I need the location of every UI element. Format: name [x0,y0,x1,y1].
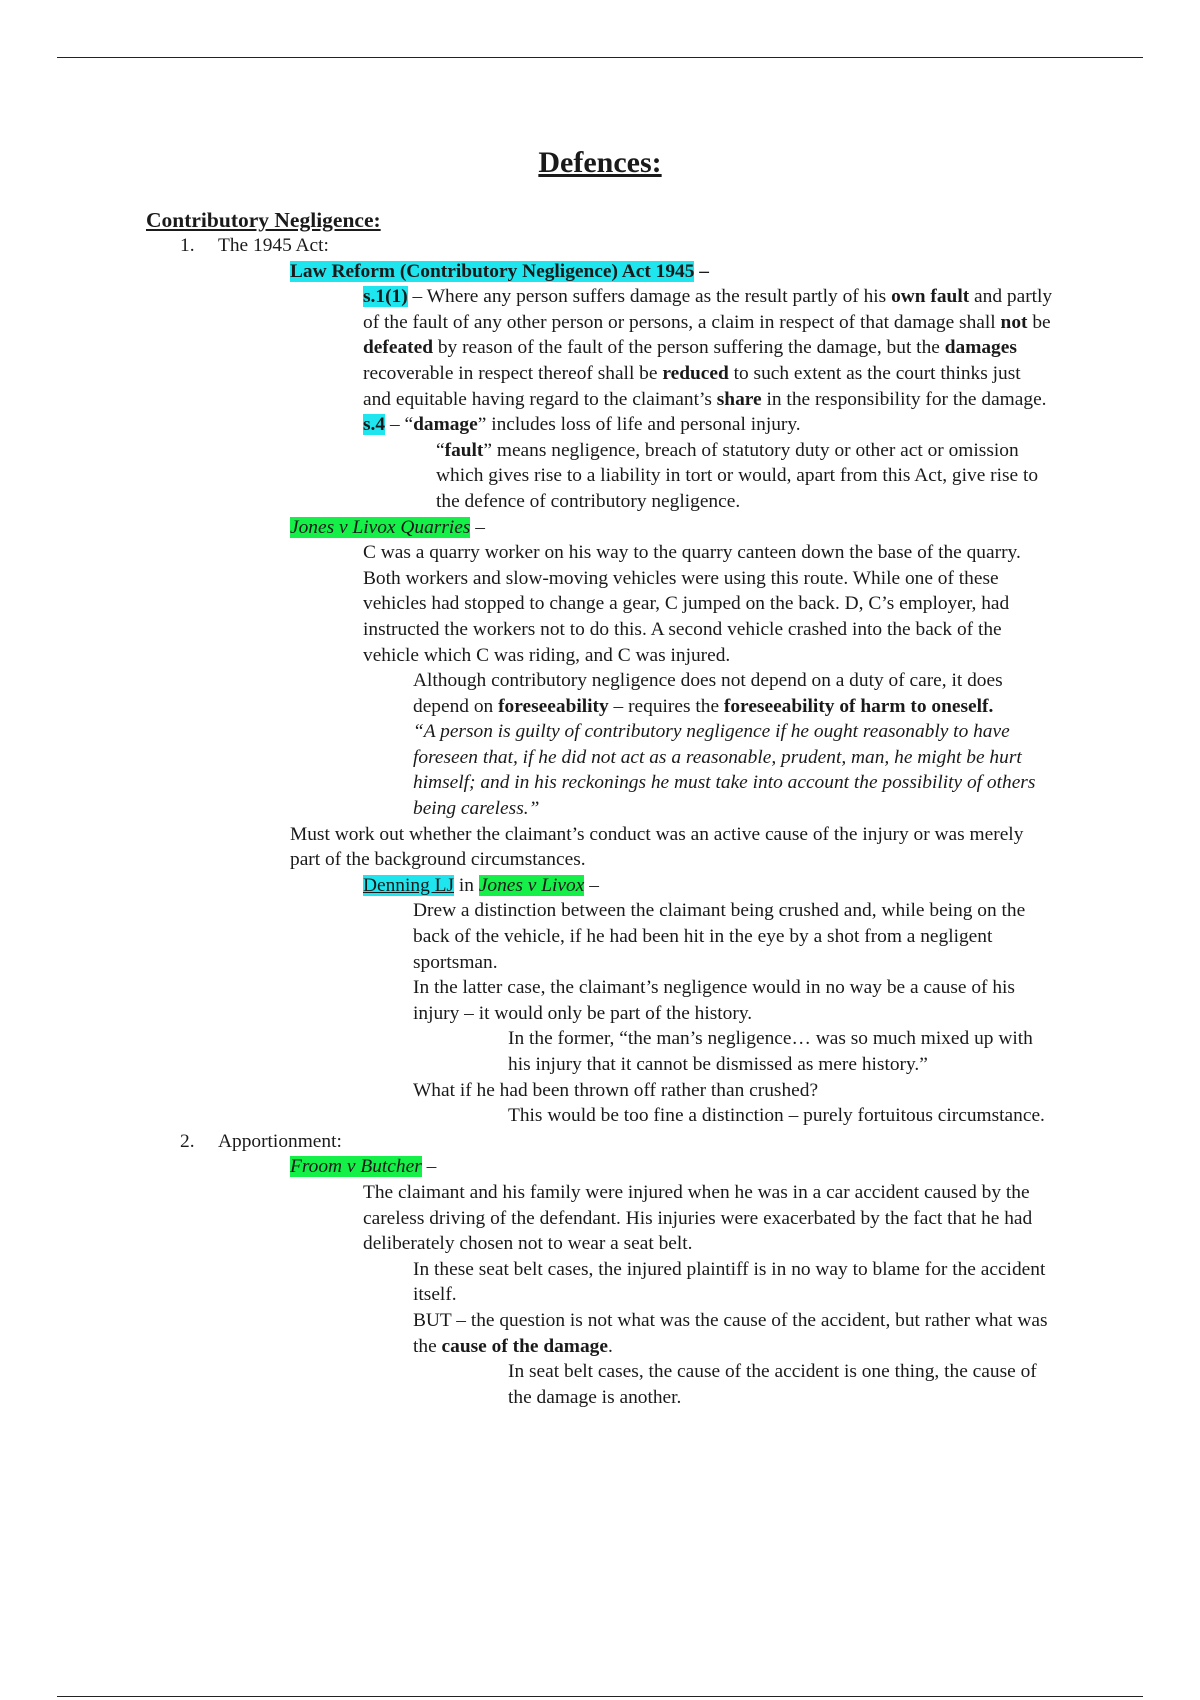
point-text: – requires the [608,695,724,717]
case-dash: – [421,1156,437,1178]
s1-text: recoverable in respect thereof shall be [363,362,663,384]
denning-distinction: Drew a distinction between the claimant being crushed and, while being on the back of the vehicle, if he had been hit in the eye by a shot from a negligent sportsman. [413,900,1026,973]
fault-text: ” means negligence, breach of statutory duty or other act or omission which gives rise to a liability in tort or would, apart from this Act, give rise to the defence of contributory negligence. [436,439,1039,512]
seatbelt-note-2 [0,1308,1053,1359]
case-quote: “A person is guilty of contributory negligence if he ought reasonably to have foreseen that, if he did not act as a reasonable, prudent, man, he might be hurt himself; and in his reckonings he must take into account the possibility of others being careless.” [413,721,1036,820]
fault-text: “ [436,439,445,461]
s1-text: and partly of the fault of any other person or persons, a claim in respect of that damage shall [363,286,1053,333]
case-heading-froom [0,1154,1200,1180]
list-number: 2. [180,1130,195,1152]
s4-text: ” includes loss of life and personal injury. [477,414,801,436]
case-dash: – [584,874,599,896]
s1-bold: share [716,388,762,410]
list-number: 1. [180,235,195,256]
foreseeability-point [0,668,1053,719]
note-text: BUT – the question is not what was the cause of the accident, but rather what was the [413,1309,1048,1357]
case-facts-froom: The claimant and his family were injured when he was in a car accident caused by the careless driving of the defendant. His injuries were exacerbated by the fact that he had deliberately chosen not to wear a seat belt. [363,1181,1033,1255]
section-4 [0,412,1053,438]
page-title: Defences: [538,146,662,179]
case-name: Jones v Livox [478,874,585,896]
point-text: Although contributory negligence does not depend on a duty of care, it does depend on [413,670,1003,717]
s1-label: s.1(1) [363,286,408,308]
thrown-off-question: What if he had been thrown off rather than crushed? [413,1079,819,1101]
seatbelt-note-1: In these seat belt cases, the injured plaintiff is in no way to blame for the accident itself. [413,1258,1046,1306]
header-rule [57,57,1143,58]
fault-bold: fault [444,439,484,461]
s4-text: – “ [385,414,414,436]
s1-text: be [1027,311,1051,333]
denning-heading [0,873,1053,899]
note-text: . [607,1335,613,1357]
s1-text: in the responsibility for the damage. [761,388,1047,410]
judge-name: Denning LJ [363,874,455,896]
document-body [0,207,1200,1410]
case-name: Froom v Butcher [290,1156,422,1178]
fault-definition [0,438,1053,515]
act-heading [0,259,1200,285]
s4-label: s.4 [363,414,386,436]
s1-bold: own fault [891,286,970,308]
seatbelt-note-3: In seat belt cases, the cause of the accident is one thing, the cause of the damage is another. [508,1361,1037,1408]
case-dash: – [470,516,485,538]
act-dash: – [694,260,709,282]
s1-bold: damages [944,337,1017,359]
point-bold: foreseeability [498,695,609,717]
s1-text: – Where any person suffers damage as the result partly of his [407,286,892,308]
connector-text: in [454,874,479,896]
case-facts-jones: C was a quarry worker on his way to the quarry canteen down the base of the quarry. Both workers and slow-moving vehicles were using this route. While one of these vehicles had stopped to change a gear, C jumped on the back. D, C’s employer, had instructed the workers not to do this. A second vehicle crashed into the back of the vehicle which C was riding, and C was injured. [363,542,1021,666]
too-fine-answer: This would be too fine a distinction – purely fortuitous circumstance. [508,1105,1045,1127]
note-bold: cause of the damage [441,1335,608,1357]
s4-bold: damage [413,414,478,436]
case-heading-jones [0,515,1200,541]
list-label: The 1945 Act: [218,235,329,256]
s1-bold: defeated [363,337,433,359]
s1-text: by reason of the fault of the person suffering the damage, but the [433,337,945,359]
list-item-1 [0,233,1200,259]
case-name: Jones v Livox Quarries [290,516,471,538]
point-bold: foreseeability of harm to oneself. [723,695,994,717]
list-item-2 [0,1129,1200,1155]
s1-bold: reduced [662,362,729,384]
footer-rule [57,1696,1143,1697]
section-heading: Contributory Negligence: [146,208,381,232]
s1-text: to such extent as the court thinks just and equitable having regard to the claimant’s [363,362,1021,410]
former-case-note: In the former, “the man’s negligence… was so much mixed up with his injury that it cannot be dismissed as mere history.” [508,1028,1033,1075]
section-1-1 [0,284,1053,412]
latter-case-note: In the latter case, the claimant’s negligence would in no way be a cause of his injury – it would only be part of the history. [413,977,1015,1024]
s1-bold: not [1000,311,1028,333]
act-name: Law Reform (Contributory Negligence) Act 1945 [290,260,695,282]
list-label: Apportionment: [218,1130,342,1152]
active-cause-note: Must work out whether the claimant’s conduct was an active cause of the injury or was merely part of the background circumstances. [290,823,1024,871]
